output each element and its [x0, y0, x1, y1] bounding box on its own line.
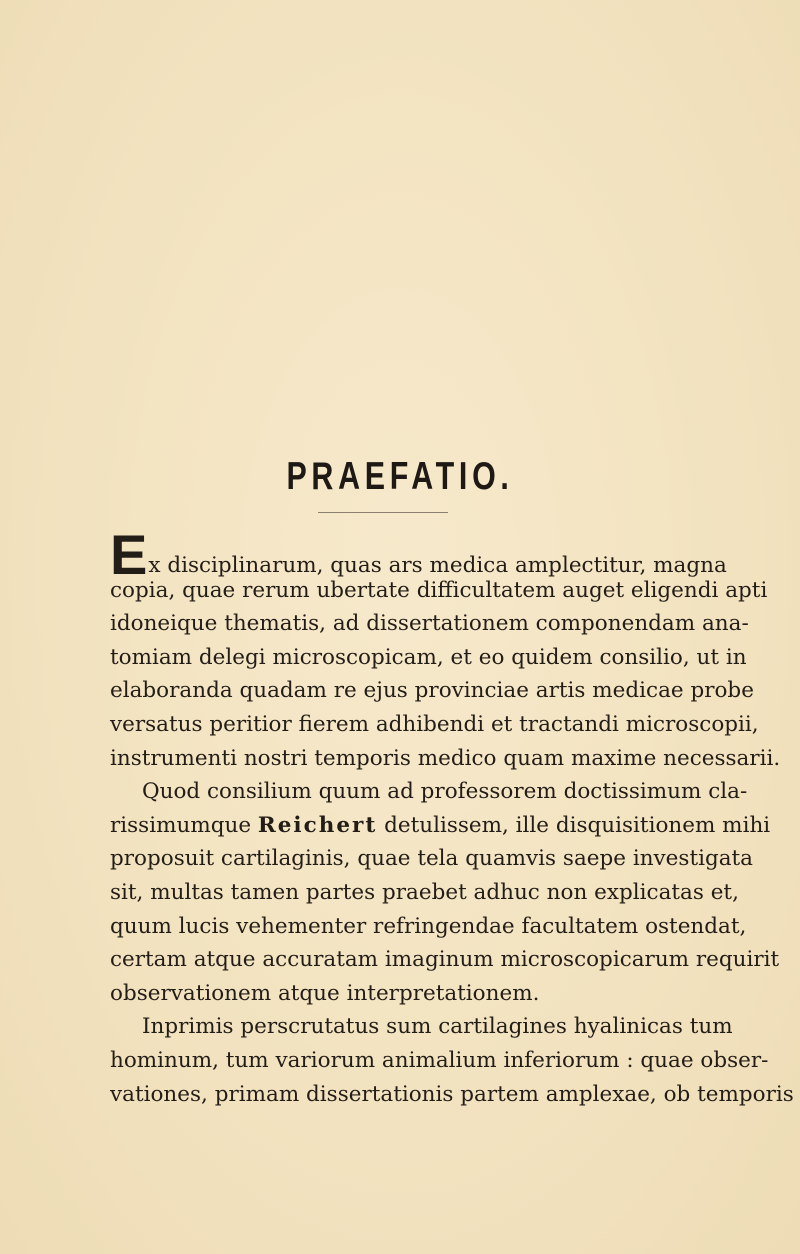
author-name: Reichert: [257, 812, 378, 838]
text-line: elaboranda quadam re ejus provinciae artis medicae probe: [110, 678, 754, 704]
text-line: vationes, primam dissertationis partem amplexae, ob temporis: [110, 1081, 794, 1107]
text-line: rissimumque Reichert detulissem, ille disquisitionem mihi: [110, 812, 771, 838]
text-line: hominum, tum variorum animalium inferiorum : quae obser-: [110, 1047, 769, 1073]
text-line: certam atque accuratam imaginum microscopicarum requirit: [110, 947, 780, 973]
drop-cap: E: [110, 523, 148, 586]
text-line: observationem atque interpretationem.: [110, 980, 540, 1006]
text-line: sit, multas tamen partes praebet adhuc non explicatas et,: [110, 879, 739, 905]
text-line: Ex disciplinarum, quas ars medica amplectitur, magna: [110, 523, 727, 586]
text-line: Quod consilium quum ad professorem doctissimum cla-: [142, 779, 748, 805]
page-title: PRAEFATIO.: [286, 455, 514, 498]
text-line: idoneique thematis, ad dissertationem componendam ana-: [110, 611, 749, 637]
text-line: quum lucis vehementer refringendae facultatem ostendat,: [110, 913, 747, 939]
title-divider: [318, 512, 448, 513]
text-line: Inprimis perscrutatus sum cartilagines hyalinicas tum: [142, 1014, 733, 1040]
text-line: tomiam delegi microscopicam, et eo quidem consilio, ut in: [110, 644, 747, 670]
text-line: proposuit cartilaginis, quae tela quamvis saepe investigata: [110, 846, 753, 872]
text-line: copia, quae rerum ubertate difficultatem auget eligendi apti: [110, 577, 768, 603]
text-line: instrumenti nostri temporis medico quam maxime necessarii.: [110, 745, 781, 771]
text-line: versatus peritior fierem adhibendi et tractandi microscopii,: [110, 711, 759, 737]
body-text: [110, 523, 794, 1111]
